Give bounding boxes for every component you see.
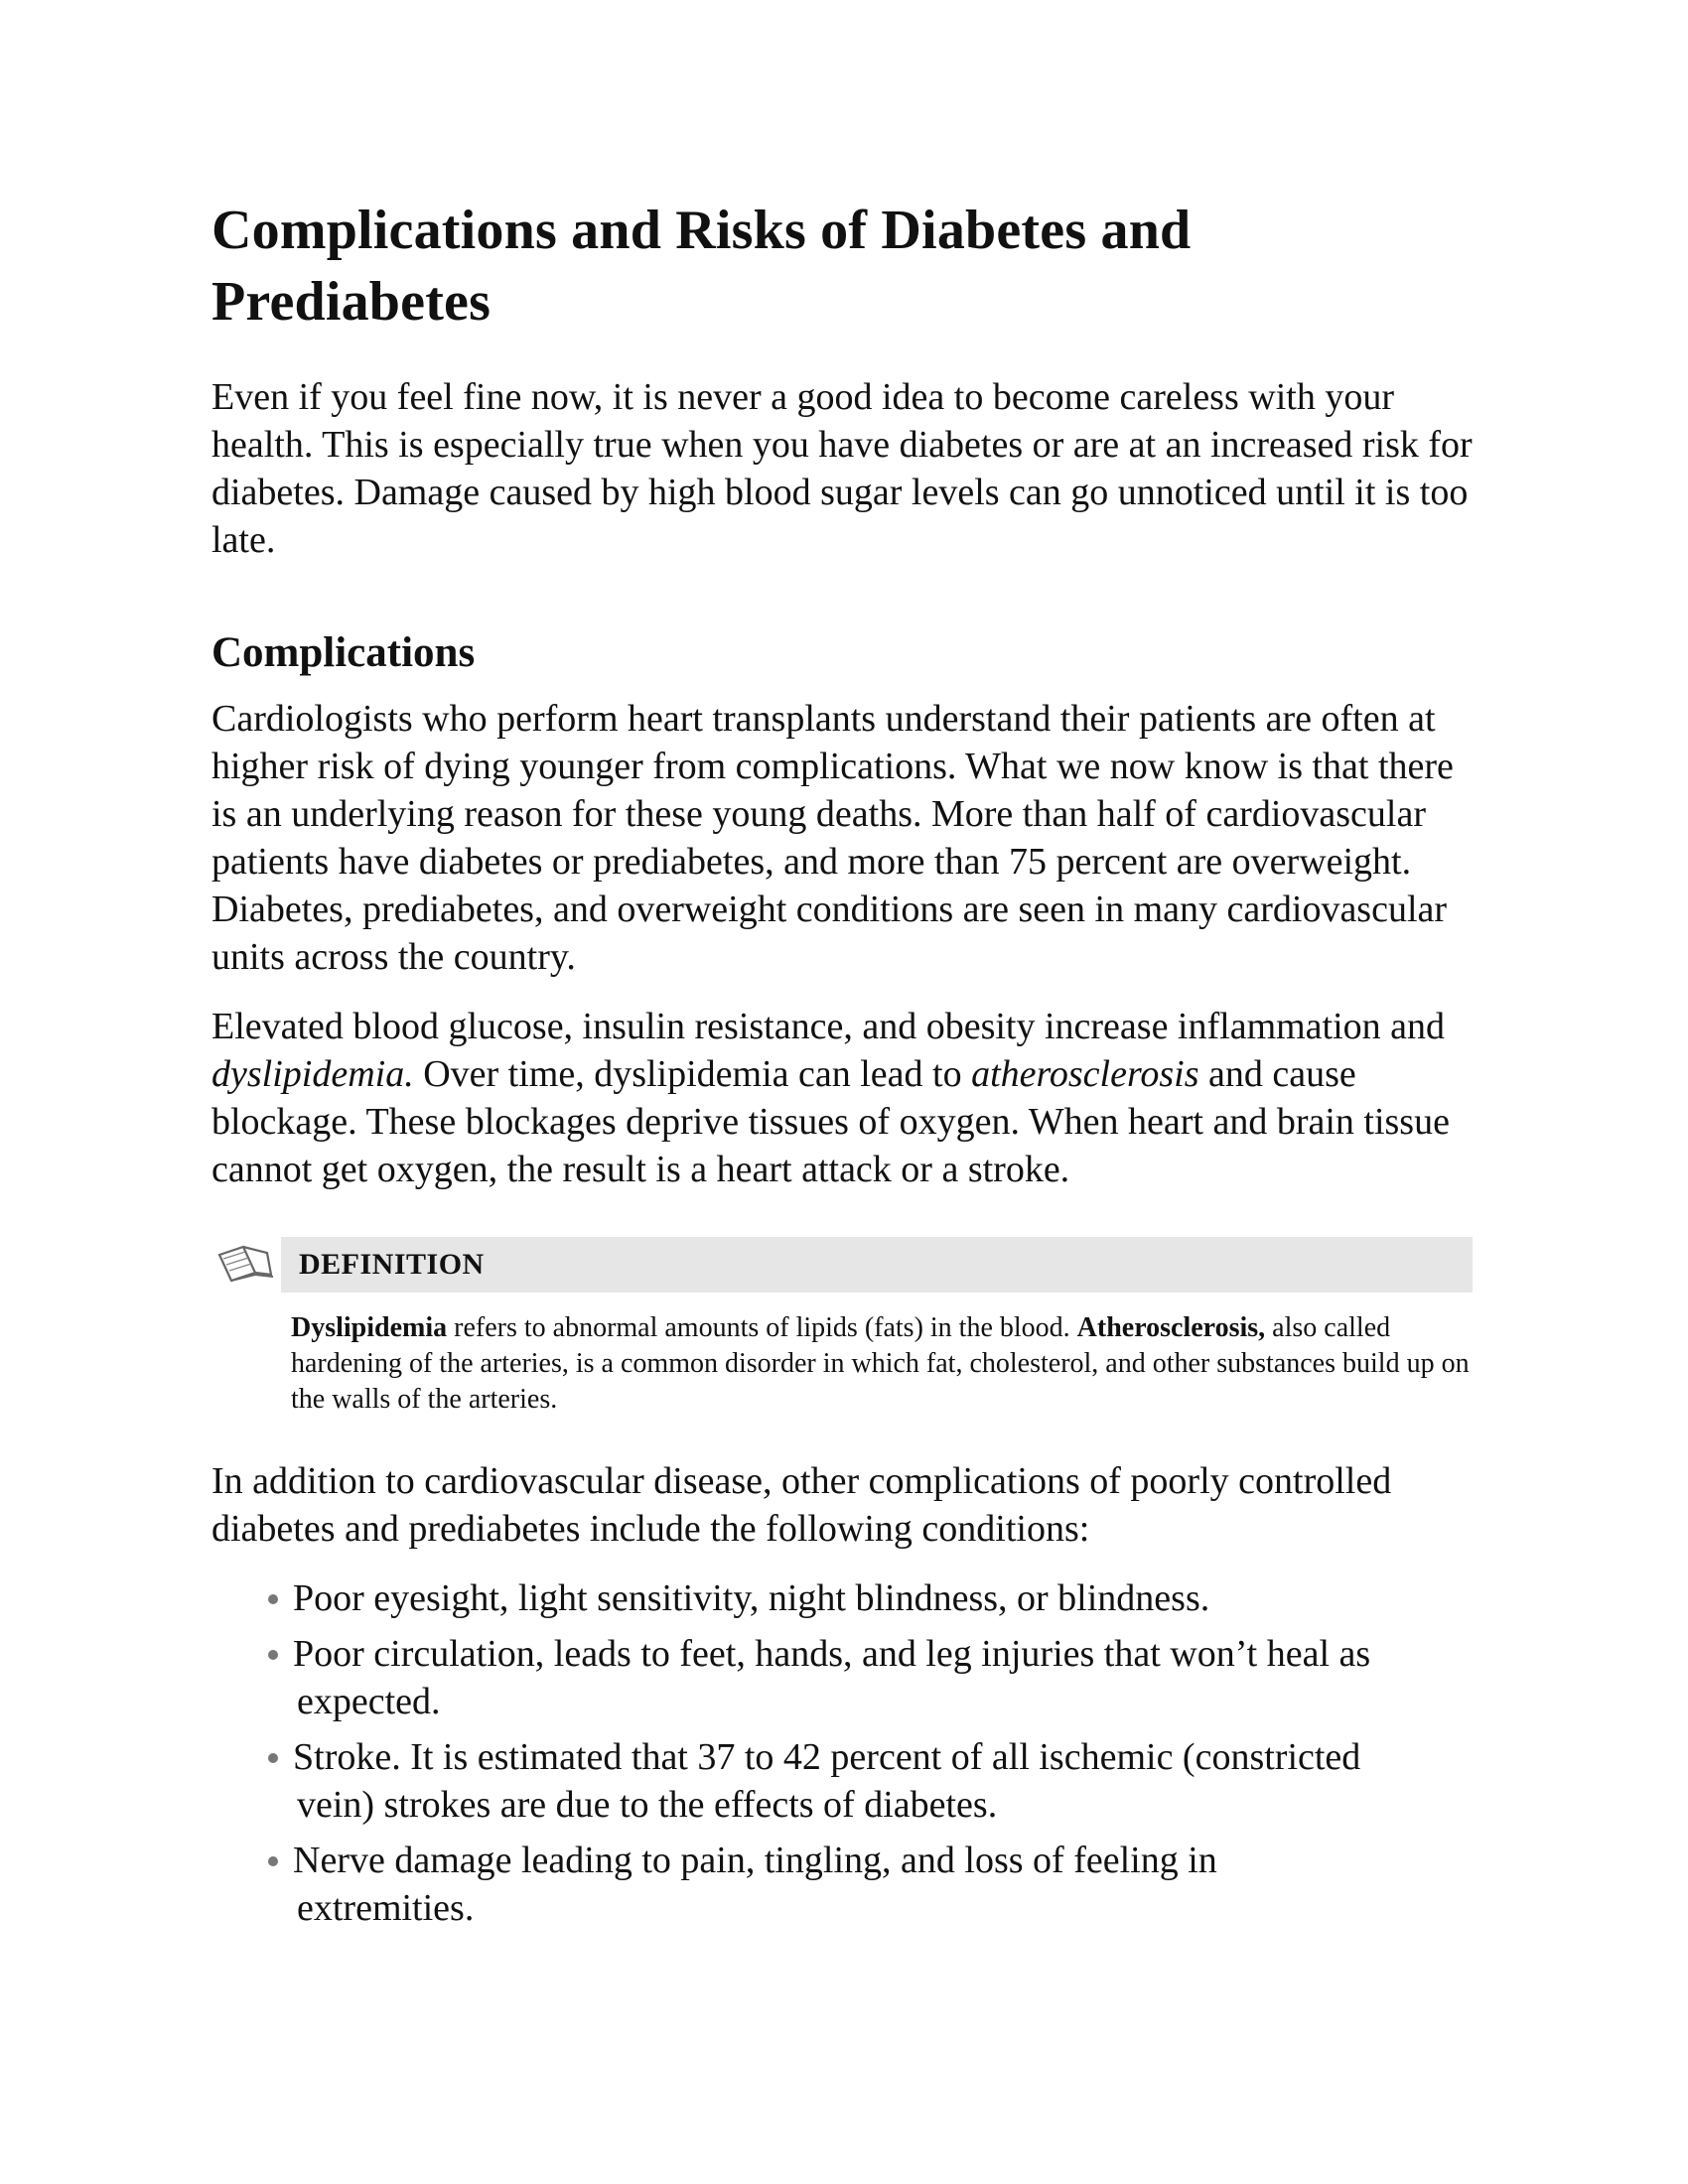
definition-header-bar: DEFINITION [281,1237,1473,1293]
list-item [266,1733,1473,1829]
complications-paragraph-1: Cardiologists who perform heart transplants understand their patients are often at higher risk of dying younger from complications. What we now know is that there is an underlying reason for these young deaths. More than half of cardiovascular patients have diabetes or prediabetes, and more than 75 percent are overweight. Diabetes, prediabetes, and overweight conditions are seen in many cardiovascular units across the country. [211,698,1454,978]
para2-text-2: Over time, dyslipidemia can lead to [413,1053,972,1095]
list-item-text: Poor eyesight, light sensitivity, night blindness, or blindness. [293,1577,1210,1619]
list-item [266,1574,1473,1622]
para2-text-3: and cause blockage. These blockages deprive tissues of oxygen. When heart and brain tissue cannot get oxygen, the result is a heart attack or a stroke. [211,1053,1450,1190]
open-book-icon [215,1241,277,1285]
section-heading: Complications [211,629,476,676]
list-item-continuation: expected. [297,1681,441,1722]
complications-list [211,1574,1473,1932]
complications-paragraph-2 [211,1003,1473,1193]
definition-text [291,1310,1473,1418]
definition-term-dyslipidemia: Dyslipidemia [291,1312,448,1343]
list-intro-paragraph: In addition to cardiovascular disease, other complications of poorly controlled diabetes and prediabetes include the following conditions: [211,1460,1392,1550]
para2-text-1: Elevated blood glucose, insulin resistance, and obesity increase inflammation and [211,1006,1446,1047]
list-item-text: Stroke. It is estimated that 37 to 42 percent of all ischemic (constricted [293,1736,1361,1778]
page-title: Complications and Risks of Diabetes and Prediabetes [211,200,1192,333]
list-item-text: Nerve damage leading to pain, tingling, and loss of feeling in [293,1840,1217,1881]
definition-term-atherosclerosis: Atherosclerosis, [1076,1312,1266,1343]
list-item [266,1837,1473,1932]
definition-text-1: refers to abnormal amounts of lipids (fats) in the blood. [447,1312,1077,1343]
document-page [211,195,1473,1940]
list-item [266,1630,1473,1725]
definition-text-2: also called hardening of the arteries, is a common disorder in which fat, cholesterol, and other substances build up on the walls of the arteries. [291,1312,1470,1415]
atherosclerosis-term: atherosclerosis [971,1053,1199,1095]
list-item-text: Poor circulation, leads to feet, hands, and leg injuries that won’t heal as [293,1633,1371,1675]
list-item-continuation: vein) strokes are due to the effects of diabetes. [297,1784,998,1826]
definition-box [211,1237,1473,1418]
dyslipidemia-term: dyslipidemia. [211,1053,414,1095]
intro-paragraph: Even if you feel fine now, it is never a good idea to become careless with your health. This is especially true when you have diabetes or are at an increased risk for diabetes. Damage caused by high blood sugar levels can go unnoticed until it is too late. [211,376,1473,561]
list-item-continuation: extremities. [297,1887,475,1929]
